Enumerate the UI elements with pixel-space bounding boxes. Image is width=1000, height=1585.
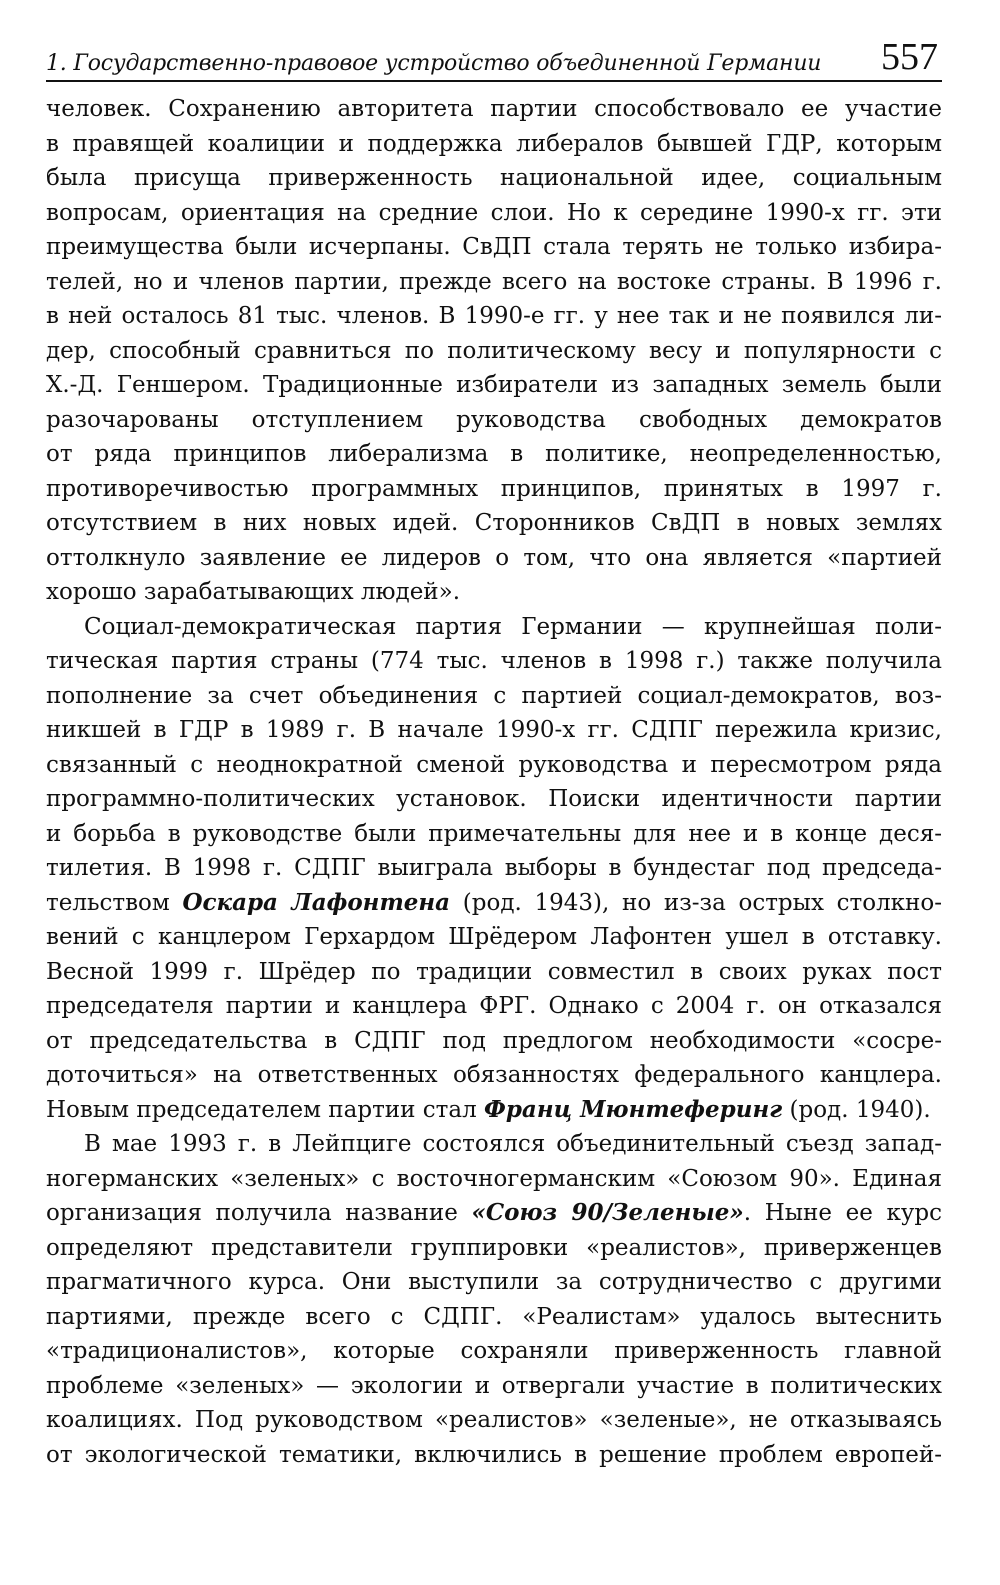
text-segment: организация получила название [46,1200,472,1226]
text-line [46,782,942,817]
emphasized-name: Франц Мюнтеферинг [484,1095,783,1123]
text-line [46,644,942,679]
text-segment: (род. 1940). [782,1096,931,1123]
text-segment: человек. Сохранению авторитета партии способствовало ее участие [46,96,942,122]
text-segment: была присуща приверженность национальной идее, социальным [46,165,942,191]
text-segment: Новым председателем партии стал [46,1096,485,1123]
text-segment: проблеме «зеленых» — экологии и отвергали участие в политических [46,1372,942,1399]
text-segment: в ней осталось 81 тыс. членов. В 1990-е гг. у нее так и не появился ли- [46,303,942,329]
text-line [46,403,942,438]
text-segment: ногерманских «зеленых» с восточногерманским «Союзом 90». Единая [46,1165,942,1192]
text-line [46,679,942,714]
text-segment: в правящей коалиции и поддержка либералов бывшей ГДР, которым [46,130,942,157]
chapter-title: 1. Государственно-правовое устройство объединенной Германии [46,51,822,76]
text-line [46,575,942,610]
text-line [46,1300,942,1335]
text-segment: тилетия. В 1998 г. СДПГ выиграла выборы в бундестаг под председа- [46,855,942,881]
text-segment: тельством [46,889,183,916]
text-segment: противоречивостью программных принципов, принятых в 1997 г. [46,475,942,502]
text-segment: Социал-демократическая партия Германии — крупнейшая поли- [84,613,942,640]
text-segment: дер, способный сравниться по политическому весу и популярности с [46,337,942,364]
book-page [46,28,942,1472]
text-segment: вений с канцлером Герхардом Шрёдером Лафонтен ушел в отставку. [46,924,942,950]
text-line [46,1334,942,1369]
text-line [46,1231,942,1266]
text-segment: разочарованы отступлением руководства свободных демократов [46,406,942,433]
text-line [46,1403,942,1438]
text-line [46,920,942,955]
running-header [46,28,942,82]
text-segment: от экологической тематики, включились в решение проблем европей- [46,1441,942,1468]
text-line [46,265,942,300]
text-line [46,161,942,196]
text-line [46,1438,942,1473]
text-segment: Х.-Д. Геншером. Традиционные избиратели из западных земель были [46,372,942,398]
body-text [46,92,942,1472]
text-line [46,1058,942,1093]
text-line [46,748,942,783]
text-segment: хорошо зарабатывающих людей». [46,579,461,605]
text-segment: председателя партии и канцлера ФРГ. Однако с 2004 г. он отказался [46,993,942,1019]
text-line [46,1196,942,1231]
text-segment: партиями, прежде всего с СДПГ. «Реалистам» удалось вытеснить [46,1303,942,1330]
text-line [46,1162,942,1197]
text-line [46,541,942,576]
paragraph [46,92,942,610]
text-segment: программно-политических установок. Поиски идентичности партии [46,786,942,812]
text-line [46,230,942,265]
text-segment: Весной 1999 г. Шрёдер по традиции совместил в своих руках пост [46,958,942,985]
text-segment: оттолкнуло заявление ее лидеров о том, что она является «партией [46,544,942,571]
text-line [46,955,942,990]
paragraph [46,1127,942,1472]
text-line [46,506,942,541]
text-line [46,817,942,852]
page-number: 557 [881,36,938,78]
text-segment: преимущества были исчерпаны. СвДП стала терять не только избира- [46,234,942,260]
text-segment: определяют представители группировки «реалистов», приверженцев [46,1234,942,1261]
text-segment: (род. 1943), но из-за острых столкно- [450,889,943,916]
text-line [46,1265,942,1300]
text-line [46,472,942,507]
text-segment: от ряда принципов либерализма в политике, неопределенностью, [46,441,942,467]
text-segment: В мае 1993 г. в Лейпциге состоялся объединительный съезд запад- [84,1131,942,1157]
text-segment: «традиционалистов», которые сохраняли приверженность главной [46,1338,942,1364]
text-line [46,851,942,886]
text-segment: никшей в ГДР в 1989 г. В начале 1990-х гг. СДПГ пережила кризис, [46,717,942,743]
text-segment: отсутствием в них новых идей. Сторонников СвДП в новых землях [46,510,942,536]
text-line [46,989,942,1024]
text-line [46,886,942,921]
text-line [46,713,942,748]
text-segment: связанный с неоднократной сменой руководства и пересмотром ряда [46,751,942,778]
emphasized-name: Оскара Лафонтена [182,888,451,916]
text-line [46,1024,942,1059]
text-segment: пополнение за счет объединения с партией социал-демократов, воз- [46,682,942,709]
text-line [46,1127,942,1162]
text-line [46,437,942,472]
text-line [46,1369,942,1404]
text-segment: доточиться» на ответственных обязанностях федерального канцлера. [46,1062,942,1088]
text-line [46,196,942,231]
text-line [46,610,942,645]
text-line [46,92,942,127]
text-segment: . Ныне ее курс [743,1200,942,1226]
text-line [46,127,942,162]
text-segment: коалициях. Под руководством «реалистов» «зеленые», не отказываясь [46,1407,942,1433]
text-segment: прагматичного курса. Они выступили за сотрудничество с другими [46,1269,942,1295]
text-segment: телей, но и членов партии, прежде всего на востоке страны. В 1996 г. [46,268,942,295]
text-segment: вопросам, ориентация на средние слои. Но к середине 1990-х гг. эти [46,199,942,226]
text-line [46,334,942,369]
paragraph [46,610,942,1128]
text-segment: тическая партия страны (774 тыс. членов в 1998 г.) также получила [46,648,942,674]
text-line [46,299,942,334]
text-line [46,368,942,403]
text-line [46,1093,942,1128]
text-segment: от председательства в СДПГ под предлогом необходимости «сосре- [46,1027,942,1054]
emphasized-name: «Союз 90/Зеленые» [471,1199,744,1226]
text-segment: и борьба в руководстве были примечательны для нее и в конце деся- [46,820,942,847]
